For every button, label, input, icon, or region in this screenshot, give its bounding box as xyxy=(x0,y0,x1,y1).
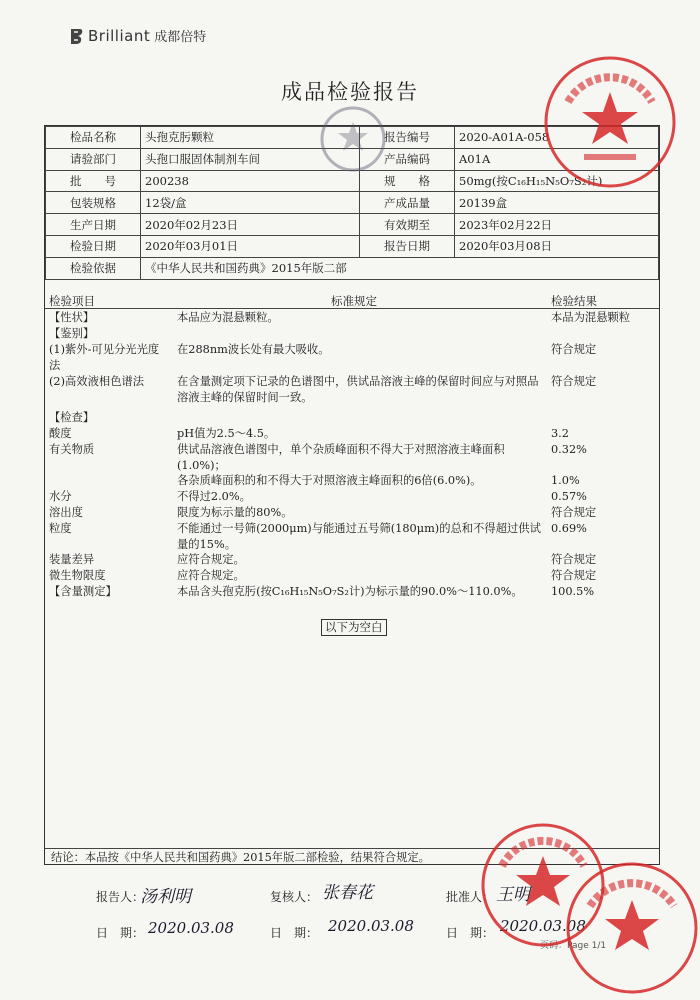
row-standard: 不得过2.0%。 xyxy=(177,490,251,503)
report-no: 2020-A01A-058 xyxy=(455,127,659,149)
col-item: 检验项目 xyxy=(49,294,95,308)
row-item: 【检查】 xyxy=(49,411,95,424)
spec-label: 规 格 xyxy=(360,170,455,192)
page-title: 成品检验报告 xyxy=(281,80,419,104)
row-standard: 应符合规定。 xyxy=(177,569,245,582)
approver-label: 批准人： xyxy=(446,890,495,904)
qty-label: 产成品量 xyxy=(360,192,455,214)
exp-date: 2023年02月22日 xyxy=(455,214,659,236)
row-item: 【鉴别】 xyxy=(49,327,95,340)
logo-brand: Brilliant xyxy=(88,26,151,45)
company-logo xyxy=(68,26,206,45)
row-standard: 不能通过一号筛(2000μm)与能通过五号筛(180μm)的总和不得超过供试量的15%。 xyxy=(177,522,541,551)
reporter-label: 报告人： xyxy=(96,890,145,904)
product-name: 头孢克肟颗粒 xyxy=(141,127,360,149)
row-standard: 本品应为混悬颗粒。 xyxy=(177,311,279,324)
basis: 《中华人民共和国药典》2015年版二部 xyxy=(141,257,659,279)
report-no-label: 报告编号 xyxy=(360,127,455,149)
product-code-label: 产品编码 xyxy=(360,148,455,170)
approver-signature: 王明 xyxy=(496,885,530,905)
dept: 头孢口服固体制剂车间 xyxy=(141,148,360,170)
row-result: 符合规定 xyxy=(551,506,597,519)
row-result: 符合规定 xyxy=(551,375,597,388)
reporter-date-label: 日 期： xyxy=(96,926,145,940)
header-row xyxy=(46,192,659,214)
mfg-date: 2020年02月23日 xyxy=(141,214,360,236)
row-item: 【含量测定】 xyxy=(49,585,117,598)
reporter-signature: 汤利明 xyxy=(140,887,191,907)
col-standard: 标准规定 xyxy=(331,294,377,308)
reviewer-date-label: 日 期： xyxy=(270,926,319,940)
page-number: 页码：Page 1/1 xyxy=(540,941,607,951)
blank-notice: 以下为空白 xyxy=(321,619,387,636)
row-item: 有关物质 xyxy=(49,443,95,456)
row-item: 水分 xyxy=(49,490,72,503)
row-result: 100.5% xyxy=(551,585,595,598)
conclusion: 结论：本品按《中华人民共和国药典》2015年版二部检验，结果符合规定。 xyxy=(45,848,659,865)
logo-company: 成都倍特 xyxy=(154,30,207,45)
logo-mark-icon xyxy=(68,27,84,45)
basis-label: 检验依据 xyxy=(46,257,141,279)
reviewer-signature: 张春花 xyxy=(322,883,373,903)
row-standard: 限度为标示量的80%。 xyxy=(177,506,293,519)
batch: 200238 xyxy=(141,170,360,192)
pack-label: 包装规格 xyxy=(46,192,141,214)
row-result: 0.69% xyxy=(551,522,587,535)
report-table xyxy=(44,125,660,865)
batch-label: 批 号 xyxy=(46,170,141,192)
report-date-label: 报告日期 xyxy=(360,235,455,257)
gray-stamp xyxy=(318,104,388,174)
row-standard: 供试品溶液色谱图中，单个杂质峰面积不得大于对照溶液主峰面积(1.0%)； xyxy=(177,443,505,472)
row-standard: 各杂质峰面积的和不得大于对照溶液主峰面积的6倍(6.0%)。 xyxy=(177,474,482,487)
header-row xyxy=(46,257,659,279)
header-row xyxy=(46,214,659,236)
reporter-date: 2020.03.08 xyxy=(148,919,234,937)
row-result: 0.32% xyxy=(551,443,587,456)
spec: 50mg(按C₁₆H₁₅N₅O₇S₂计) xyxy=(455,170,659,192)
row-standard: 本品含头孢克肟(按C₁₆H₁₅N₅O₇S₂计)为标示量的90.0%～110.0%。 xyxy=(177,585,523,598)
product-code: A01A xyxy=(455,148,659,170)
row-result: 1.0% xyxy=(551,474,580,487)
exp-label: 有效期至 xyxy=(360,214,455,236)
items-column-header xyxy=(45,292,659,309)
mfg-label: 生产日期 xyxy=(46,214,141,236)
qty: 20139盒 xyxy=(455,192,659,214)
reviewer-date: 2020.03.08 xyxy=(328,917,414,935)
row-result: 0.57% xyxy=(551,490,587,503)
row-standard: 应符合规定。 xyxy=(177,553,245,566)
row-item: 【性状】 xyxy=(49,311,95,324)
row-item: 装量差异 xyxy=(49,553,95,566)
row-result: 符合规定 xyxy=(551,569,597,582)
col-result: 检验结果 xyxy=(551,294,597,308)
header-row xyxy=(46,235,659,257)
row-item: (2)高效液相色谱法 xyxy=(49,375,145,388)
test-date-label: 检验日期 xyxy=(46,235,141,257)
pack: 12袋/盒 xyxy=(141,192,360,214)
row-item: 酸度 xyxy=(49,427,72,440)
row-item: (1)紫外-可见分光光度法 xyxy=(49,343,160,372)
row-result: 3.2 xyxy=(551,427,569,440)
row-standard: pH值为2.5～4.5。 xyxy=(177,427,276,440)
row-result: 符合规定 xyxy=(551,343,597,356)
reviewer-label: 复核人： xyxy=(270,890,319,904)
test-date: 2020年03月01日 xyxy=(141,235,360,257)
qa-stamp-top xyxy=(540,52,680,192)
report-date: 2020年03月08日 xyxy=(455,235,659,257)
row-result: 符合规定 xyxy=(551,553,597,566)
row-standard: 在含量测定项下记录的色谱图中，供试品溶液主峰的保留时间应与对照品溶液主峰的保留时间一致。 xyxy=(177,375,539,404)
suzhou-stamp xyxy=(560,850,700,1000)
row-item: 溶出度 xyxy=(49,506,83,519)
row-item: 微生物限度 xyxy=(49,569,106,582)
row-standard: 在288nm波长处有最大吸收。 xyxy=(177,343,330,356)
row-result: 本品为混悬颗粒 xyxy=(551,311,631,324)
approver-date-label: 日 期： xyxy=(446,926,495,940)
row-item: 粒度 xyxy=(49,522,72,535)
product-name-label: 检品名称 xyxy=(46,127,141,149)
dept-label: 请验部门 xyxy=(46,148,141,170)
approver-date: 2020.03.08 xyxy=(500,917,586,935)
